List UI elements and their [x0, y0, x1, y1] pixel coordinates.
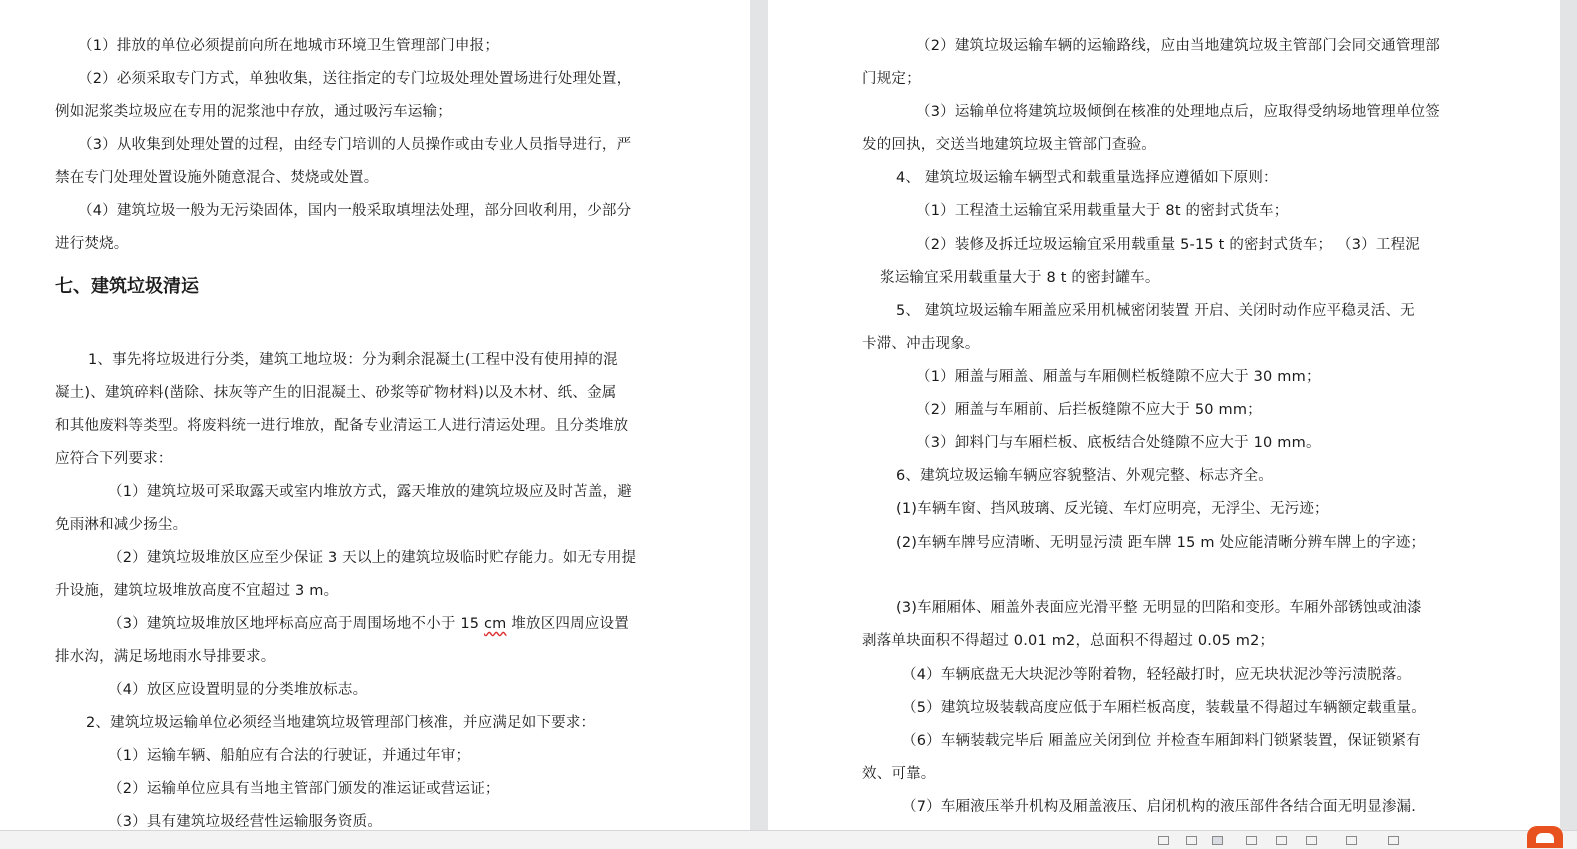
text-line: 卡滞、冲击现象。: [862, 336, 980, 352]
text-line: （7）车厢液压举升机构及厢盖液压、启闭机构的液压部件各结合面无明显渗漏.: [902, 799, 1417, 815]
text-line: 5、 建筑垃圾运输车厢盖应采用机械密闭装置 开启、关闭时动作应平稳灵活、无: [896, 303, 1415, 319]
text-line: （3）具有建筑垃圾经营性运输服务资质。: [108, 814, 383, 830]
view-mode-icon[interactable]: [1246, 836, 1257, 845]
text-line: （6）车辆装载完毕后 厢盖应关闭到位 并检查车厢卸料门锁紧装置，保证锁紧有: [902, 733, 1421, 749]
text-line: （4）车辆底盘无大块泥沙等附着物，轻轻敲打时，应无块状泥沙等污渍脱落。: [902, 667, 1412, 683]
text-line: 2、建筑垃圾运输单位必须经当地建筑垃圾管理部门核准，并应满足如下要求：: [86, 715, 596, 731]
text-segment: 堆放区四周应设置: [506, 616, 629, 632]
text-line: （1）排放的单位必须提前向所在地城市环境卫生管理部门申报；: [78, 38, 500, 54]
text-line: （2）建筑垃圾运输车辆的运输路线，应由当地建筑垃圾主管部门会同交通管理部: [916, 38, 1440, 54]
view-mode-icon[interactable]: [1306, 836, 1317, 845]
page-gap: [750, 0, 768, 830]
spellcheck-flagged-word[interactable]: cm: [484, 616, 507, 632]
view-mode-icon[interactable]: [1212, 836, 1223, 845]
text-line: 凝土)、建筑碎料(凿除、抹灰等产生的旧混凝土、砂浆等矿物材料)以及木材、纸、金属: [55, 385, 617, 401]
text-line: （5）建筑垃圾装载高度应低于车厢栏板高度，装载量不得超过车辆额定载重量。: [902, 700, 1426, 716]
view-mode-icon[interactable]: [1388, 836, 1399, 845]
document-page-left: [0, 0, 750, 830]
text-line: （3）卸料门与车厢栏板、底板结合处缝隙不应大于 10 mm。: [916, 435, 1321, 451]
text-line: [108, 614, 629, 634]
view-mode-icon[interactable]: [1346, 836, 1357, 845]
text-line: 1、事先将垃圾进行分类，建筑工地垃圾：分为剩余混凝土(工程中没有使用掉的混: [88, 352, 618, 368]
text-line: 排水沟，满足场地雨水导排要求。: [55, 649, 276, 665]
right-margin-gap: [1560, 0, 1577, 830]
wps-logo-icon[interactable]: [1527, 826, 1563, 848]
view-mode-icon[interactable]: [1276, 836, 1287, 845]
text-line: (2)车辆车牌号应清晰、无明显污渍 距车牌 15 m 处应能清晰分辨车牌上的字迹；: [896, 535, 1426, 551]
text-line: (1)车辆车窗、挡风玻璃、反光镜、车灯应明亮，无浮尘、无污迹；: [896, 501, 1329, 517]
text-line: 发的回执，交送当地建筑垃圾主管部门查验。: [862, 137, 1156, 153]
text-line: 应符合下列要求：: [55, 451, 173, 467]
text-line: （4）建筑垃圾一般为无污染固体，国内一般采取填埋法处理，部分回收利用，少部分: [78, 203, 632, 219]
view-mode-icon[interactable]: [1186, 836, 1197, 845]
text-line: 6、建筑垃圾运输车辆应容貌整洁、外观完整、标志齐全。: [896, 468, 1273, 484]
text-line: 禁在专门处理处置设施外随意混合、焚烧或处置。: [55, 170, 379, 186]
text-line: （2）运输单位应具有当地主管部门颁发的准运证或营运证；: [108, 781, 500, 797]
text-line: 剥落单块面积不得超过 0.01 m2，总面积不得超过 0.05 m2；: [862, 633, 1275, 649]
text-line: 效、可靠。: [862, 766, 936, 782]
text-line: 4、 建筑垃圾运输车辆型式和载重量选择应遵循如下原则：: [896, 170, 1278, 186]
text-line: 和其他废料等类型。将废料统一进行堆放，配备专业清运工人进行清运处理。且分类堆放: [55, 418, 629, 434]
status-bar: [0, 830, 1577, 849]
text-line: （4）放区应设置明显的分类堆放标志。: [108, 682, 368, 698]
text-line: （2）必须采取专门方式，单独收集，送往指定的专门垃圾处理处置场进行处理处置，: [78, 71, 632, 87]
text-line: 例如泥浆类垃圾应在专用的泥浆池中存放，通过吸污车运输；: [55, 104, 452, 120]
text-line: 浆运输宜采用载重量大于 8 t 的密封罐车。: [880, 270, 1160, 286]
text-line: （1）工程渣土运输宜采用载重量大于 8t 的密封式货车；: [916, 203, 1289, 219]
text-segment: （3）建筑垃圾堆放区地坪标高应高于周围场地不小于 15: [108, 616, 484, 632]
text-line: （2）厢盖与车厢前、后拦板缝隙不应大于 50 mm；: [916, 402, 1262, 418]
section-heading: 七、建筑垃圾清运: [55, 276, 199, 297]
text-line: （1）运输车辆、船舶应有合法的行驶证，并通过年审；: [108, 748, 471, 764]
text-line: 免雨淋和减少扬尘。: [55, 517, 188, 533]
text-line: （3）运输单位将建筑垃圾倾倒在核准的处理地点后，应取得受纳场地管理单位签: [916, 104, 1440, 120]
text-line: （3）从收集到处理处置的过程，由经专门培训的人员操作或由专业人员指导进行，严: [78, 137, 632, 153]
text-line: (3)车厢厢体、厢盖外表面应光滑平整 无明显的凹陷和变形。车厢外部锈蚀或油漆: [896, 600, 1422, 616]
text-line: 进行焚烧。: [55, 236, 129, 252]
text-line: （2）装修及拆迁垃圾运输宜采用载重量 5-15 t 的密封式货车； （3）工程泥: [916, 237, 1420, 253]
text-line: 升设施，建筑垃圾堆放高度不宜超过 3 m。: [55, 583, 339, 599]
view-mode-icon[interactable]: [1158, 836, 1169, 845]
text-line: （2）建筑垃圾堆放区应至少保证 3 天以上的建筑垃圾临时贮存能力。如无专用提: [108, 550, 637, 566]
document-page-right: [768, 0, 1560, 830]
text-line: （1）建筑垃圾可采取露天或室内堆放方式，露天堆放的建筑垃圾应及时苫盖，避: [108, 484, 632, 500]
text-line: （1）厢盖与厢盖、厢盖与车厢侧栏板缝隙不应大于 30 mm；: [916, 369, 1321, 385]
text-line: 门规定；: [862, 71, 921, 87]
